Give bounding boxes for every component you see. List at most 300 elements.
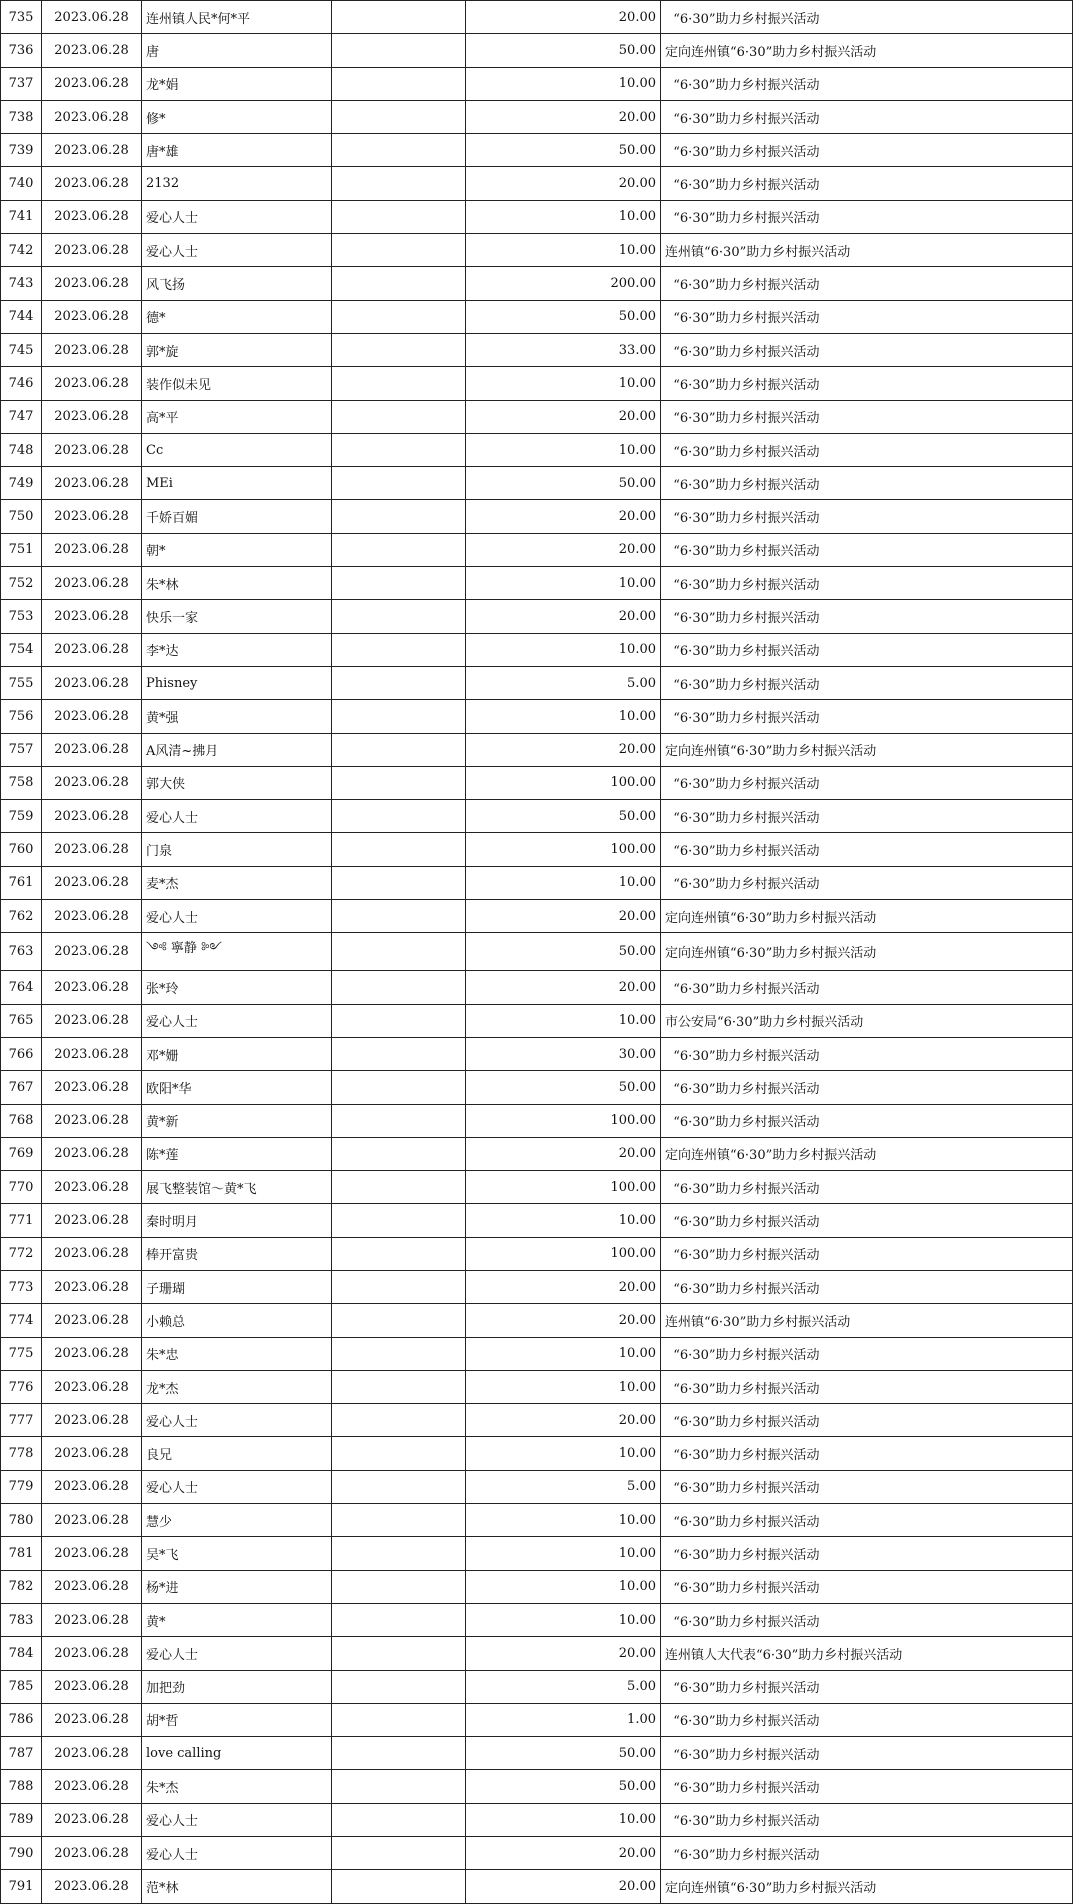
amount-cell: 50.00 <box>466 134 661 167</box>
table-row <box>1 1237 1073 1270</box>
blank-cell <box>332 433 466 466</box>
donor-name-cell: 唐 <box>142 34 332 67</box>
table-row <box>1 1004 1073 1037</box>
blank-cell <box>332 1537 466 1570</box>
amount-cell: 50.00 <box>466 1770 661 1803</box>
row-number-cell: 736 <box>1 34 42 67</box>
row-number-cell: 765 <box>1 1004 42 1037</box>
table-row <box>1 1104 1073 1137</box>
donor-name-cell: 朱*杰 <box>142 1770 332 1803</box>
row-number-cell: 778 <box>1 1437 42 1470</box>
date-cell: 2023.06.28 <box>42 1304 142 1337</box>
row-number-cell: 790 <box>1 1837 42 1870</box>
table-row <box>1 1537 1073 1570</box>
amount-cell: 50.00 <box>466 1071 661 1104</box>
blank-cell <box>332 167 466 200</box>
date-cell: 2023.06.28 <box>42 1670 142 1703</box>
row-number-cell: 735 <box>1 1 42 34</box>
activity-cell: “6·30”助力乡村振兴活动 <box>661 134 1073 167</box>
table-row <box>1 134 1073 167</box>
table-row <box>1 433 1073 466</box>
activity-cell: “6·30”助力乡村振兴活动 <box>661 1803 1073 1836</box>
activity-cell: 连州镇“6·30”助力乡村振兴活动 <box>661 234 1073 267</box>
amount-cell: 20.00 <box>466 167 661 200</box>
date-cell: 2023.06.28 <box>42 833 142 866</box>
blank-cell <box>332 1737 466 1770</box>
date-cell: 2023.06.28 <box>42 1071 142 1104</box>
donor-name-cell: 修* <box>142 100 332 133</box>
amount-cell: 10.00 <box>466 1437 661 1470</box>
blank-cell <box>332 300 466 333</box>
row-number-cell: 773 <box>1 1270 42 1303</box>
donor-name-cell: 郭*旋 <box>142 333 332 366</box>
activity-cell: 连州镇“6·30”助力乡村振兴活动 <box>661 1304 1073 1337</box>
activity-cell: “6·30”助力乡村振兴活动 <box>661 1071 1073 1104</box>
table-row <box>1 533 1073 566</box>
table-row <box>1 1670 1073 1703</box>
amount-cell: 100.00 <box>466 766 661 799</box>
activity-cell: “6·30”助力乡村振兴活动 <box>661 1 1073 34</box>
activity-cell: 定向连州镇“6·30”助力乡村振兴活动 <box>661 1137 1073 1170</box>
date-cell: 2023.06.28 <box>42 1004 142 1037</box>
table-row <box>1 766 1073 799</box>
donor-name-cell: 爱心人士 <box>142 800 332 833</box>
row-number-cell: 788 <box>1 1770 42 1803</box>
activity-cell: “6·30”助力乡村振兴活动 <box>661 567 1073 600</box>
donor-name-cell: 李*达 <box>142 633 332 666</box>
donor-name-cell: 欧阳*华 <box>142 1071 332 1104</box>
amount-cell: 1.00 <box>466 1703 661 1736</box>
row-number-cell: 771 <box>1 1204 42 1237</box>
row-number-cell: 748 <box>1 433 42 466</box>
amount-cell: 5.00 <box>466 666 661 699</box>
activity-cell: “6·30”助力乡村振兴活动 <box>661 1603 1073 1636</box>
table-row <box>1 1304 1073 1337</box>
amount-cell: 50.00 <box>466 800 661 833</box>
blank-cell <box>332 1237 466 1270</box>
blank-cell <box>332 1803 466 1836</box>
table-row <box>1 1637 1073 1670</box>
donor-name-cell: 风飞扬 <box>142 267 332 300</box>
table-row <box>1 167 1073 200</box>
blank-cell <box>332 933 466 971</box>
activity-cell: “6·30”助力乡村振兴活动 <box>661 367 1073 400</box>
blank-cell <box>332 1870 466 1903</box>
date-cell: 2023.06.28 <box>42 1270 142 1303</box>
blank-cell <box>332 1071 466 1104</box>
donor-name-cell: 杨*进 <box>142 1570 332 1603</box>
activity-cell: “6·30”助力乡村振兴活动 <box>661 333 1073 366</box>
activity-cell: “6·30”助力乡村振兴活动 <box>661 500 1073 533</box>
date-cell: 2023.06.28 <box>42 200 142 233</box>
donor-name-cell: 爱心人士 <box>142 234 332 267</box>
activity-cell: “6·30”助力乡村振兴活动 <box>661 800 1073 833</box>
blank-cell <box>332 500 466 533</box>
amount-cell: 10.00 <box>466 1537 661 1570</box>
activity-cell: “6·30”助力乡村振兴活动 <box>661 1204 1073 1237</box>
date-cell: 2023.06.28 <box>42 1104 142 1137</box>
activity-cell: 连州镇人大代表“6·30”助力乡村振兴活动 <box>661 1637 1073 1670</box>
donor-name-cell: 门泉 <box>142 833 332 866</box>
date-cell: 2023.06.28 <box>42 666 142 699</box>
table-row <box>1 1870 1073 1903</box>
table-row <box>1 1137 1073 1170</box>
blank-cell <box>332 1703 466 1736</box>
blank-cell <box>332 567 466 600</box>
table-row <box>1 1603 1073 1636</box>
activity-cell: “6·30”助力乡村振兴活动 <box>661 1171 1073 1204</box>
donor-name-cell: 邓*姗 <box>142 1037 332 1070</box>
date-cell: 2023.06.28 <box>42 533 142 566</box>
date-cell: 2023.06.28 <box>42 600 142 633</box>
donor-name-cell: 唐*雄 <box>142 134 332 167</box>
table-row <box>1 600 1073 633</box>
date-cell: 2023.06.28 <box>42 766 142 799</box>
date-cell: 2023.06.28 <box>42 300 142 333</box>
donor-name-cell: 爱心人士 <box>142 900 332 933</box>
blank-cell <box>332 1603 466 1636</box>
table-row <box>1 1570 1073 1603</box>
table-row <box>1 267 1073 300</box>
blank-cell <box>332 633 466 666</box>
donor-name-cell: 秦时明月 <box>142 1204 332 1237</box>
amount-cell: 10.00 <box>466 567 661 600</box>
blank-cell <box>332 367 466 400</box>
date-cell: 2023.06.28 <box>42 433 142 466</box>
row-number-cell: 787 <box>1 1737 42 1770</box>
date-cell: 2023.06.28 <box>42 1770 142 1803</box>
row-number-cell: 756 <box>1 700 42 733</box>
table-row <box>1 500 1073 533</box>
row-number-cell: 783 <box>1 1603 42 1636</box>
date-cell: 2023.06.28 <box>42 1437 142 1470</box>
amount-cell: 10.00 <box>466 67 661 100</box>
activity-cell: “6·30”助力乡村振兴活动 <box>661 633 1073 666</box>
blank-cell <box>332 1437 466 1470</box>
activity-cell: “6·30”助力乡村振兴活动 <box>661 1570 1073 1603</box>
row-number-cell: 785 <box>1 1670 42 1703</box>
donor-name-cell: MEi <box>142 467 332 500</box>
activity-cell: “6·30”助力乡村振兴活动 <box>661 971 1073 1004</box>
donor-name-cell: 装作似未见 <box>142 367 332 400</box>
activity-cell: “6·30”助力乡村振兴活动 <box>661 1037 1073 1070</box>
amount-cell: 20.00 <box>466 1837 661 1870</box>
date-cell: 2023.06.28 <box>42 134 142 167</box>
amount-cell: 10.00 <box>466 200 661 233</box>
blank-cell <box>332 1470 466 1503</box>
blank-cell <box>332 1 466 34</box>
amount-cell: 50.00 <box>466 34 661 67</box>
donor-name-cell: 张*玲 <box>142 971 332 1004</box>
table-row <box>1 733 1073 766</box>
amount-cell: 20.00 <box>466 500 661 533</box>
activity-cell: “6·30”助力乡村振兴活动 <box>661 433 1073 466</box>
blank-cell <box>332 200 466 233</box>
row-number-cell: 768 <box>1 1104 42 1137</box>
date-cell: 2023.06.28 <box>42 1637 142 1670</box>
activity-cell: “6·30”助力乡村振兴活动 <box>661 833 1073 866</box>
row-number-cell: 782 <box>1 1570 42 1603</box>
activity-cell: “6·30”助力乡村振兴活动 <box>661 100 1073 133</box>
date-cell: 2023.06.28 <box>42 34 142 67</box>
blank-cell <box>332 971 466 1004</box>
donor-name-cell: 加把劲 <box>142 1670 332 1703</box>
table-row <box>1 1504 1073 1537</box>
activity-cell: 定向连州镇“6·30”助力乡村振兴活动 <box>661 733 1073 766</box>
row-number-cell: 767 <box>1 1071 42 1104</box>
blank-cell <box>332 1204 466 1237</box>
row-number-cell: 791 <box>1 1870 42 1903</box>
amount-cell: 10.00 <box>466 433 661 466</box>
row-number-cell: 749 <box>1 467 42 500</box>
table-row <box>1 1837 1073 1870</box>
table-row <box>1 800 1073 833</box>
table-row <box>1 1470 1073 1503</box>
blank-cell <box>332 700 466 733</box>
blank-cell <box>332 100 466 133</box>
table-row <box>1 933 1073 971</box>
amount-cell: 10.00 <box>466 633 661 666</box>
date-cell: 2023.06.28 <box>42 67 142 100</box>
activity-cell: “6·30”助力乡村振兴活动 <box>661 666 1073 699</box>
activity-cell: “6·30”助力乡村振兴活动 <box>661 1404 1073 1437</box>
row-number-cell: 752 <box>1 567 42 600</box>
donor-name-cell: 德* <box>142 300 332 333</box>
activity-cell: “6·30”助力乡村振兴活动 <box>661 766 1073 799</box>
row-number-cell: 741 <box>1 200 42 233</box>
row-number-cell: 761 <box>1 866 42 899</box>
activity-cell: “6·30”助力乡村振兴活动 <box>661 267 1073 300</box>
table-row <box>1 34 1073 67</box>
amount-cell: 10.00 <box>466 1370 661 1403</box>
table-row <box>1 971 1073 1004</box>
date-cell: 2023.06.28 <box>42 1570 142 1603</box>
table-row <box>1 367 1073 400</box>
amount-cell: 10.00 <box>466 1570 661 1603</box>
blank-cell <box>332 1504 466 1537</box>
blank-cell <box>332 1004 466 1037</box>
table-row <box>1 900 1073 933</box>
blank-cell <box>332 666 466 699</box>
donor-name-cell: ༺ 寧静 ༻ <box>142 933 332 971</box>
activity-cell: “6·30”助力乡村振兴活动 <box>661 400 1073 433</box>
donor-name-cell: 展飞整装馆～黄*飞 <box>142 1171 332 1204</box>
donor-name-cell: 子珊瑚 <box>142 1270 332 1303</box>
donor-name-cell: 范*林 <box>142 1870 332 1903</box>
row-number-cell: 770 <box>1 1171 42 1204</box>
date-cell: 2023.06.28 <box>42 1037 142 1070</box>
blank-cell <box>332 1404 466 1437</box>
amount-cell: 5.00 <box>466 1670 661 1703</box>
blank-cell <box>332 34 466 67</box>
table-row <box>1 1370 1073 1403</box>
activity-cell: “6·30”助力乡村振兴活动 <box>661 1504 1073 1537</box>
row-number-cell: 740 <box>1 167 42 200</box>
row-number-cell: 766 <box>1 1037 42 1070</box>
donor-name-cell: 2132 <box>142 167 332 200</box>
donor-name-cell: 朝* <box>142 533 332 566</box>
amount-cell: 20.00 <box>466 400 661 433</box>
row-number-cell: 753 <box>1 600 42 633</box>
amount-cell: 20.00 <box>466 1270 661 1303</box>
row-number-cell: 754 <box>1 633 42 666</box>
amount-cell: 10.00 <box>466 1803 661 1836</box>
row-number-cell: 762 <box>1 900 42 933</box>
amount-cell: 200.00 <box>466 267 661 300</box>
donor-name-cell: 千娇百媚 <box>142 500 332 533</box>
date-cell: 2023.06.28 <box>42 1837 142 1870</box>
donor-name-cell: Cc <box>142 433 332 466</box>
amount-cell: 100.00 <box>466 1104 661 1137</box>
row-number-cell: 780 <box>1 1504 42 1537</box>
table-row <box>1 1337 1073 1370</box>
date-cell: 2023.06.28 <box>42 1237 142 1270</box>
row-number-cell: 760 <box>1 833 42 866</box>
blank-cell <box>332 400 466 433</box>
amount-cell: 10.00 <box>466 1337 661 1370</box>
blank-cell <box>332 234 466 267</box>
row-number-cell: 739 <box>1 134 42 167</box>
amount-cell: 20.00 <box>466 100 661 133</box>
date-cell: 2023.06.28 <box>42 333 142 366</box>
donor-name-cell: 连州镇人民*何*平 <box>142 1 332 34</box>
donor-name-cell: 吴*飞 <box>142 1537 332 1570</box>
activity-cell: “6·30”助力乡村振兴活动 <box>661 167 1073 200</box>
table-row <box>1 333 1073 366</box>
donor-name-cell: 黄*新 <box>142 1104 332 1137</box>
row-number-cell: 776 <box>1 1370 42 1403</box>
table-row <box>1 400 1073 433</box>
table-row <box>1 200 1073 233</box>
amount-cell: 33.00 <box>466 333 661 366</box>
blank-cell <box>332 267 466 300</box>
donor-name-cell: 黄* <box>142 1603 332 1636</box>
activity-cell: “6·30”助力乡村振兴活动 <box>661 200 1073 233</box>
table-row <box>1 1770 1073 1803</box>
donor-name-cell: A风清~拂月 <box>142 733 332 766</box>
row-number-cell: 772 <box>1 1237 42 1270</box>
donor-name-cell: 龙*娟 <box>142 67 332 100</box>
row-number-cell: 758 <box>1 766 42 799</box>
blank-cell <box>332 1570 466 1603</box>
row-number-cell: 746 <box>1 367 42 400</box>
date-cell: 2023.06.28 <box>42 633 142 666</box>
table-row <box>1 567 1073 600</box>
blank-cell <box>332 866 466 899</box>
date-cell: 2023.06.28 <box>42 400 142 433</box>
blank-cell <box>332 1037 466 1070</box>
row-number-cell: 743 <box>1 267 42 300</box>
row-number-cell: 777 <box>1 1404 42 1437</box>
date-cell: 2023.06.28 <box>42 100 142 133</box>
amount-cell: 10.00 <box>466 367 661 400</box>
date-cell: 2023.06.28 <box>42 933 142 971</box>
amount-cell: 20.00 <box>466 1637 661 1670</box>
amount-cell: 100.00 <box>466 1171 661 1204</box>
amount-cell: 20.00 <box>466 1137 661 1170</box>
table-row <box>1 1737 1073 1770</box>
donor-name-cell: 慧少 <box>142 1504 332 1537</box>
blank-cell <box>332 1104 466 1137</box>
date-cell: 2023.06.28 <box>42 700 142 733</box>
donor-name-cell: 朱*林 <box>142 567 332 600</box>
donor-name-cell: 爱心人士 <box>142 1404 332 1437</box>
donor-name-cell: 小赖总 <box>142 1304 332 1337</box>
date-cell: 2023.06.28 <box>42 1204 142 1237</box>
donor-name-cell: Phisney <box>142 666 332 699</box>
blank-cell <box>332 1304 466 1337</box>
table-row <box>1 100 1073 133</box>
blank-cell <box>332 1337 466 1370</box>
table-row <box>1 1204 1073 1237</box>
row-number-cell: 757 <box>1 733 42 766</box>
blank-cell <box>332 600 466 633</box>
donor-name-cell: 龙*杰 <box>142 1370 332 1403</box>
row-number-cell: 781 <box>1 1537 42 1570</box>
row-number-cell: 784 <box>1 1637 42 1670</box>
date-cell: 2023.06.28 <box>42 1603 142 1636</box>
activity-cell: “6·30”助力乡村振兴活动 <box>661 1337 1073 1370</box>
amount-cell: 50.00 <box>466 1737 661 1770</box>
blank-cell <box>332 733 466 766</box>
blank-cell <box>332 533 466 566</box>
blank-cell <box>332 1370 466 1403</box>
activity-cell: “6·30”助力乡村振兴活动 <box>661 1737 1073 1770</box>
date-cell: 2023.06.28 <box>42 367 142 400</box>
donor-name-cell: 郭大侠 <box>142 766 332 799</box>
amount-cell: 5.00 <box>466 1470 661 1503</box>
amount-cell: 10.00 <box>466 1603 661 1636</box>
date-cell: 2023.06.28 <box>42 800 142 833</box>
date-cell: 2023.06.28 <box>42 733 142 766</box>
blank-cell <box>332 800 466 833</box>
date-cell: 2023.06.28 <box>42 1337 142 1370</box>
donation-table-body <box>1 1 1073 1904</box>
date-cell: 2023.06.28 <box>42 167 142 200</box>
donor-name-cell: 爱心人士 <box>142 1470 332 1503</box>
donor-name-cell: 麦*杰 <box>142 866 332 899</box>
blank-cell <box>332 1137 466 1170</box>
date-cell: 2023.06.28 <box>42 866 142 899</box>
row-number-cell: 759 <box>1 800 42 833</box>
date-cell: 2023.06.28 <box>42 900 142 933</box>
table-row <box>1 300 1073 333</box>
blank-cell <box>332 67 466 100</box>
table-row <box>1 1404 1073 1437</box>
amount-cell: 20.00 <box>466 600 661 633</box>
amount-cell: 50.00 <box>466 933 661 971</box>
donor-name-cell: 陈*莲 <box>142 1137 332 1170</box>
activity-cell: “6·30”助力乡村振兴活动 <box>661 1703 1073 1736</box>
row-number-cell: 747 <box>1 400 42 433</box>
amount-cell: 30.00 <box>466 1037 661 1070</box>
donor-name-cell: 快乐一家 <box>142 600 332 633</box>
donor-name-cell: 黄*强 <box>142 700 332 733</box>
row-number-cell: 786 <box>1 1703 42 1736</box>
table-row <box>1 234 1073 267</box>
blank-cell <box>332 1670 466 1703</box>
date-cell: 2023.06.28 <box>42 1137 142 1170</box>
amount-cell: 20.00 <box>466 1304 661 1337</box>
amount-cell: 20.00 <box>466 733 661 766</box>
table-row <box>1 1703 1073 1736</box>
date-cell: 2023.06.28 <box>42 1 142 34</box>
amount-cell: 20.00 <box>466 1 661 34</box>
donor-name-cell: 爱心人士 <box>142 1004 332 1037</box>
row-number-cell: 737 <box>1 67 42 100</box>
amount-cell: 10.00 <box>466 700 661 733</box>
donor-name-cell: 爱心人士 <box>142 1803 332 1836</box>
